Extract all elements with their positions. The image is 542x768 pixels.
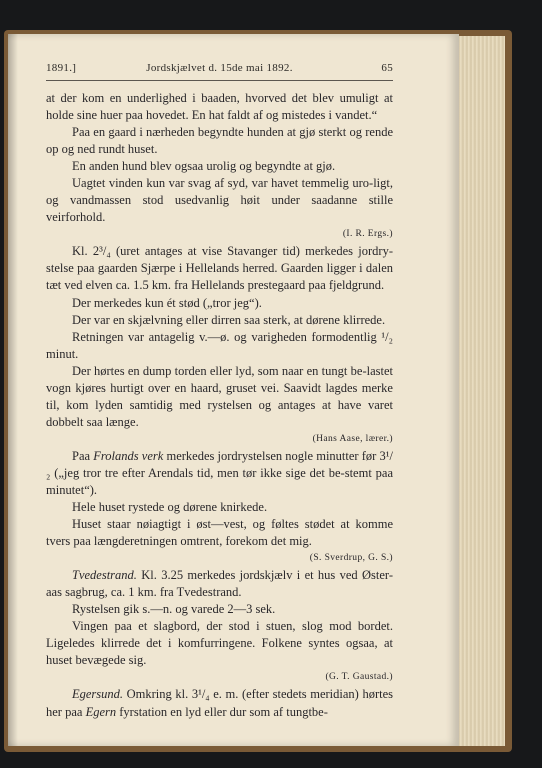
paragraph [46,363,393,431]
place-name: Egersund. [72,687,124,702]
paragraph [46,295,393,312]
paragraph-text: merkedes jordrystelsen nogle minutter før 3¹/₂ („jeg tror tre efter Arendals tid, men tør ikke sige det be-stemt paa minutet“). [46,448,393,497]
paragraph [46,686,393,720]
paragraph-text: Omkring kl. 3¹/₄ e. m. (efter stedets meridian) hørtes her paa [46,687,393,719]
page-number: 65 [381,62,393,74]
paragraph-text: Rystelsen gik s.—n. og varede 2—3 sek. [72,602,276,617]
paragraph [46,158,393,175]
paragraph-lead: Paa [72,448,94,463]
place-name: Frolands verk [93,448,164,463]
paragraph-text: Retningen var antagelig v.—ø. og varigheden formodentlig ¹/₂ minut. [46,329,393,361]
book-page [8,34,459,746]
paragraph [46,516,393,550]
paragraph-text: Paa en gaard i nærheden begyndte hunden at gjø sterkt og rende op og ned rundt huset. [46,125,393,157]
paragraph [46,312,393,329]
signature: (I. R. Ergs.) [342,229,393,240]
running-head-title: Jordskjælvet d. 15de mai 1892. [146,62,293,74]
place-name: Egern [85,704,117,719]
paragraph-text: Huset staar nøiagtigt i øst—vest, og føltes stødet at komme tvers paa længderetningen omtrent, forekom det mig. [46,517,393,549]
running-head-year: 1891.] [46,62,77,74]
gutter-shadow [8,34,18,746]
paragraph-text: Der var en skjælvning eller dirren saa sterk, at dørene klirrede. [72,312,386,327]
paragraph-text: at der kom en underlighed i baaden, hvorved det blev umuligt at holde sine huer paa hovedet. En hat faldt af og mistedes i vandet.“ [46,91,393,123]
paragraph-text: Der merkedes kun ét stød („tror jeg“). [72,295,262,310]
paragraph [46,124,393,158]
signature: (S. Sverdrup, G. S.) [309,553,393,564]
paragraph [46,448,393,499]
paragraph [46,175,393,226]
paragraph [46,618,393,669]
paragraph [46,329,393,363]
paragraph [46,90,393,124]
page-body [46,90,393,721]
paragraph-text: Vingen paa et slagbord, der stod i stuen, slog mod bordet. Ligeledes klirrede det i komfurringene. Folkene syntes ogsaa, at huset bevægede sig. [46,619,393,668]
paragraph-text: Uagtet vinden kun var svag af syd, var havet temmelig uro-ligt, og vandmassen stod usedvanlig høit under saadanne stille veirforhold. [46,176,393,225]
paragraph-text: Der hørtes en dump torden eller lyd, som naar en tungt be-lastet vogn kjøres hurtigt over en haard, gruset vei. Saavidt lagdes merke til, kom lyden samtidig med rystelsen og antages at have varet dobbelt saa længe. [46,363,393,429]
page-edges [456,36,505,746]
paragraph-tail: fyrstation en lyd eller dur som af tungtbe- [116,704,328,719]
paragraph-text: Kl. 2³/₄ (uret antages at vise Stavanger tid) merkedes jordry-stelse paa gaarden Sjærpe i Hellelands herred. Gaarden ligger i dalen tæt ved elven ca. 1.5 km. fra Hellelands prestegaard paa fjeldgrund. [46,244,393,293]
paragraph-text: Hele huset rystede og dørene knirkede. [72,500,268,515]
place-name: Tvedestrand. [72,568,137,583]
signature: (Hans Aase, lærer.) [312,433,393,444]
signature: (G. T. Gaustad.) [325,672,393,683]
paragraph-text: Kl. 3.25 merkedes jordskjælv i et hus ved Øster-aas sagbrug, ca. 1 km. fra Tvedestrand. [46,568,393,600]
paragraph [46,499,393,516]
header-rule [46,80,393,81]
paragraph-text: En anden hund blev ogsaa urolig og begyndte at gjø. [72,159,336,174]
paragraph [46,243,393,294]
paragraph [46,601,393,618]
paragraph [46,567,393,601]
